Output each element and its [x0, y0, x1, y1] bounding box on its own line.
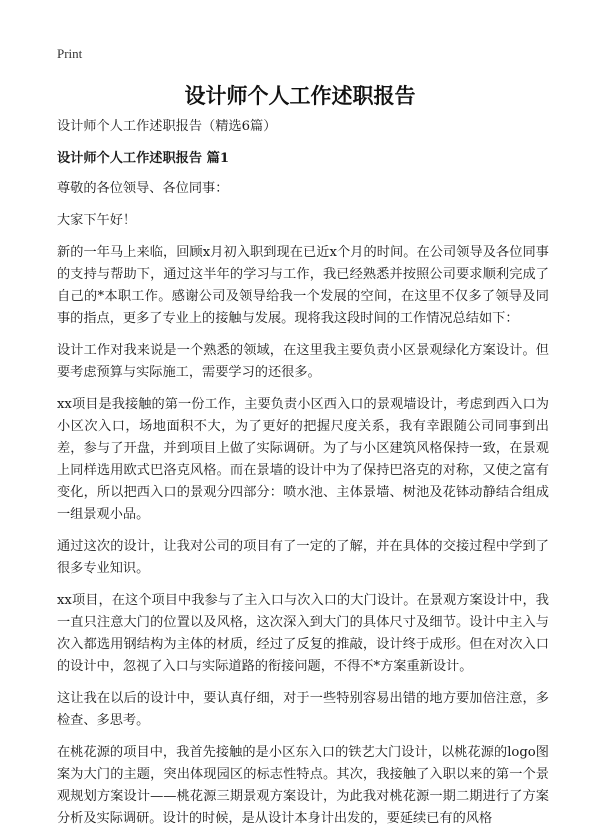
section-heading: 设计师个人工作述职报告 篇1 — [57, 151, 230, 166]
paragraph-project-2: xx项目，在这个项目中我参与了主入口与次入口的大门设计。在景观方案设计中，我一直只注意大门的位置以及风格，这次深入到大门的具体尺寸及细节。设计中主入与次入都选用钢结构为主体的材质，经过了反复的推敲，设计终于成形。但在对次入口的设计中，忽视了入口与实际道路的衔接问题，不得不*方案重新设计。 — [57, 593, 549, 674]
document-body — [57, 116, 549, 840]
paragraph-lesson-2: 这让我在以后的设计中，要认真仔细，对于一些特别容易出错的地方要加倍注意，多检查、多思考。 — [57, 691, 549, 728]
paragraph-lesson-1: 通过这次的设计，让我对公司的项目有了一定的了解，并在具体的交接过程中学到了很多专业知识。 — [57, 539, 549, 576]
page-title: 设计师个人工作述职报告 — [184, 83, 416, 108]
print-link[interactable]: Print — [57, 46, 83, 61]
paragraph-role: 设计工作对我来说是一个熟悉的领域，在这里我主要负责小区景观绿化方案设计。但要考虑预算与实际施工，需要学习的还很多。 — [57, 343, 549, 380]
document-subtitle: 设计师个人工作述职报告（精选6篇） — [57, 119, 277, 134]
paragraph-intro: 新的一年马上来临，回顾x月初入职到现在已近x个月的时间。在公司领导及各位同事的支持与帮助下，通过这半年的学习与工作，我已经熟悉并按照公司要求顺利完成了自己的*本职工作。感谢公司及领导给我一个发展的空间，在这里不仅多了领导及同事的指点，更多了专业上的接触与发展。现将我这段时间的工作情况总结如下： — [57, 245, 549, 326]
paragraph-project-3: 在桃花源的项目中，我首先接触的是小区东入口的铁艺大门设计，以桃花源的logo图案为大门的主题，突出体现园区的标志性特点。其次，我接触了入职以来的第一个景观规划方案设计——桃花源三期景观方案设计，为此我对桃花源一期二期进行了方案分析及实际调研。设计的时候，是从设计本身计出发的，要延续已有的风格 — [57, 745, 549, 826]
paragraph-salutation: 尊敬的各位领导、各位同事： — [57, 181, 229, 196]
paragraph-project-1: xx项目是我接触的第一份工作，主要负责小区西入口的景观墙设计，考虑到西入口为小区次入口，场地面积不大，为了更好的把握尺度关系，我有幸跟随公司同事到出差，参与了开盘，并到项目上做了实际调研。为了与小区建筑风格保持一致，在景观上同样选用欧式巴洛克风格。而在景墙的设计中为了保持巴洛克的对称，又使之富有变化，所以把西入口的景观分四部分：喷水池、主体景墙、树池及花钵动静结合组成一组景观小品。 — [57, 397, 549, 522]
paragraph-greeting: 大家下午好！ — [57, 213, 137, 228]
